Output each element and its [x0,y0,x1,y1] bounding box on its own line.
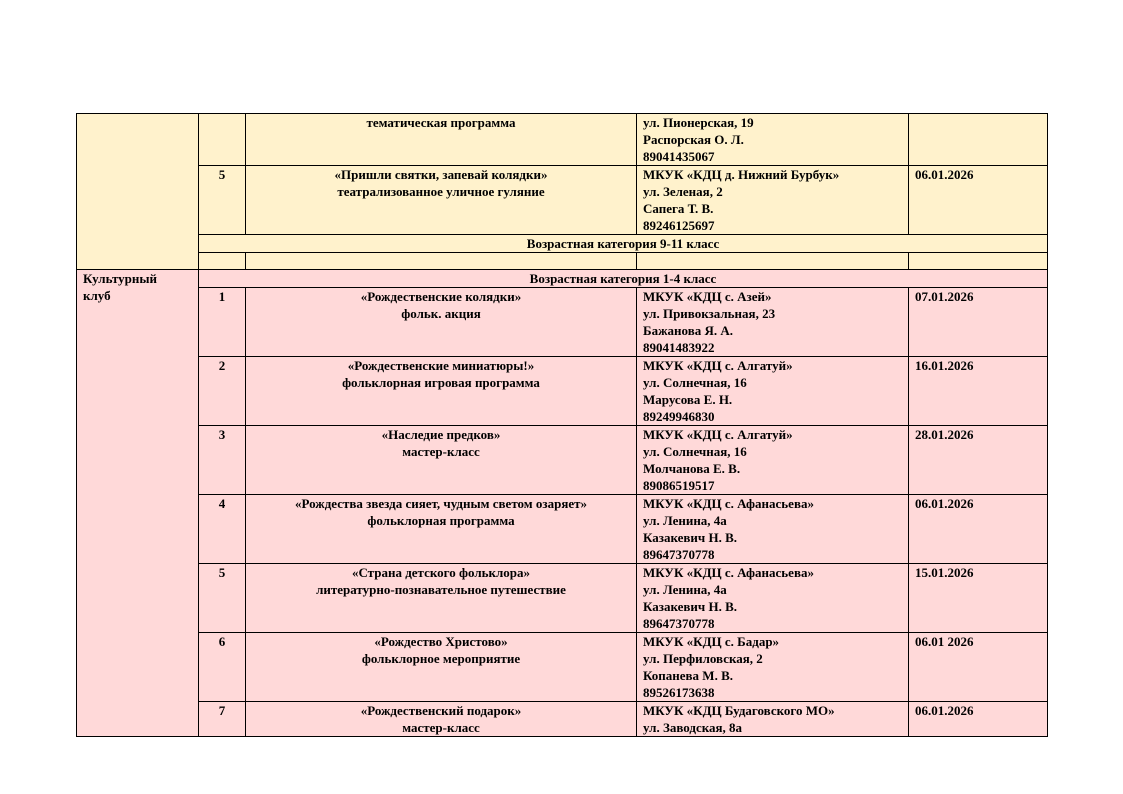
table-row-empty [77,253,1048,270]
place-line: МКУК «КДЦ с. Алгатуй» [643,358,793,373]
event-cell [246,495,637,564]
number-cell [199,114,246,166]
place-line: ул. Пионерская, 19 [643,115,754,130]
event-cell [246,166,637,235]
place-line: ул. Зеленая, 2 [643,184,723,199]
event-cell [246,357,637,426]
event-line: «Рождественские колядки» [360,289,522,304]
event-cell [246,564,637,633]
date-cell: 06.01.2026 [909,702,1048,737]
table-row [77,495,1048,564]
event-line: мастер-класс [402,720,480,735]
date-cell: 07.01.2026 [909,288,1048,357]
event-line: «Рождественские миниатюры!» [347,358,535,373]
table-row [77,357,1048,426]
place-line: МКУК «КДЦ с. Азей» [643,289,772,304]
event-line: литературно-познавательное путешествие [316,582,566,597]
place-line: 89041483922 [643,340,715,355]
number-cell: 5 [199,166,246,235]
place-line: МКУК «КДЦ с. Афанасьева» [643,496,814,511]
place-line: ул. Солнечная, 16 [643,444,747,459]
place-cell [637,166,909,235]
date-cell [909,253,1048,270]
number-cell: 2 [199,357,246,426]
place-cell [637,253,909,270]
event-line: «Наследие предков» [381,427,501,442]
events-table [76,113,1048,737]
event-cell [246,288,637,357]
number-cell [199,253,246,270]
place-cell [637,357,909,426]
category-cell-empty [77,114,199,270]
place-line: Копанева М. В. [643,668,733,683]
place-line: МКУК «КДЦ с. Афанасьева» [643,565,814,580]
place-line: 89526173638 [643,685,715,700]
number-cell: 4 [199,495,246,564]
place-line: МКУК «КДЦ д. Нижний Бурбук» [643,167,840,182]
table-row [77,702,1048,737]
place-line: Бажанова Я. А. [643,323,733,338]
event-cell [246,253,637,270]
place-line: 89041435067 [643,149,715,164]
place-line: 89647370778 [643,547,715,562]
place-line: Распорская О. Л. [643,132,744,147]
place-cell [637,702,909,737]
place-line: ул. Солнечная, 16 [643,375,747,390]
event-cell [246,426,637,495]
table-row [77,114,1048,166]
place-line: 89086519517 [643,478,715,493]
event-line: «Рождественский подарок» [360,703,522,718]
age-heading-row [77,235,1048,253]
category-line: Культурный [83,271,158,286]
event-line: «Рождество Христово» [374,634,508,649]
age-heading-row [77,270,1048,288]
place-cell [637,426,909,495]
event-line: фольклорное мероприятие [361,651,521,666]
table-row [77,426,1048,495]
place-line: ул. Перфиловская, 2 [643,651,763,666]
event-line: «Страна детского фольклора» [351,565,531,580]
event-cell [246,702,637,737]
place-line: ул. Заводская, 8а [643,720,743,735]
category-line: клуб [83,288,111,303]
place-line: Сапега Т. В. [643,201,714,216]
event-line: «Пришли святки, запевай колядки» [334,167,548,182]
date-cell: 06.01.2026 [909,166,1048,235]
place-cell [637,633,909,702]
place-cell [637,495,909,564]
event-line: тематическая программа [366,115,516,130]
date-cell: 15.01.2026 [909,564,1048,633]
event-line: фольклорная программа [367,513,515,528]
place-line: Марусова Е. Н. [643,392,733,407]
place-line: 89246125697 [643,218,715,233]
event-line: театрализованное уличное гуляние [337,184,545,199]
table-row [77,288,1048,357]
date-cell: 06.01.2026 [909,495,1048,564]
number-cell: 6 [199,633,246,702]
place-line: ул. Ленина, 4а [643,582,727,597]
place-cell [637,564,909,633]
category-cell [77,270,199,737]
table-row [77,166,1048,235]
event-line: фольк. акция [401,306,481,321]
place-line: МКУК «КДЦ с. Алгатуй» [643,427,793,442]
date-cell: 16.01.2026 [909,357,1048,426]
age-category-heading: Возрастная категория 9-11 класс [199,235,1048,253]
date-cell: 28.01.2026 [909,426,1048,495]
place-line: Молчанова Е. В. [643,461,741,476]
place-line: МКУК «КДЦ Будаговского МО» [643,703,835,718]
event-cell [246,114,637,166]
number-cell: 1 [199,288,246,357]
place-line: 89647370778 [643,616,715,631]
number-cell: 7 [199,702,246,737]
place-cell [637,114,909,166]
number-cell: 5 [199,564,246,633]
event-cell [246,633,637,702]
event-line: «Рождества звезда сияет, чудным светом озаряет» [294,496,588,511]
place-line: ул. Ленина, 4а [643,513,727,528]
place-cell [637,288,909,357]
place-line: Казакевич Н. В. [643,599,738,614]
place-line: Казакевич Н. В. [643,530,738,545]
table-row [77,633,1048,702]
date-cell: 06.01 2026 [909,633,1048,702]
date-cell [909,114,1048,166]
age-category-heading: Возрастная категория 1-4 класс [199,270,1048,288]
place-line: МКУК «КДЦ с. Бадар» [643,634,780,649]
place-line: 89249946830 [643,409,715,424]
table-row [77,564,1048,633]
event-line: мастер-класс [402,444,480,459]
place-line: ул. Привокзальная, 23 [643,306,776,321]
event-line: фольклорная игровая программа [342,375,540,390]
number-cell: 3 [199,426,246,495]
